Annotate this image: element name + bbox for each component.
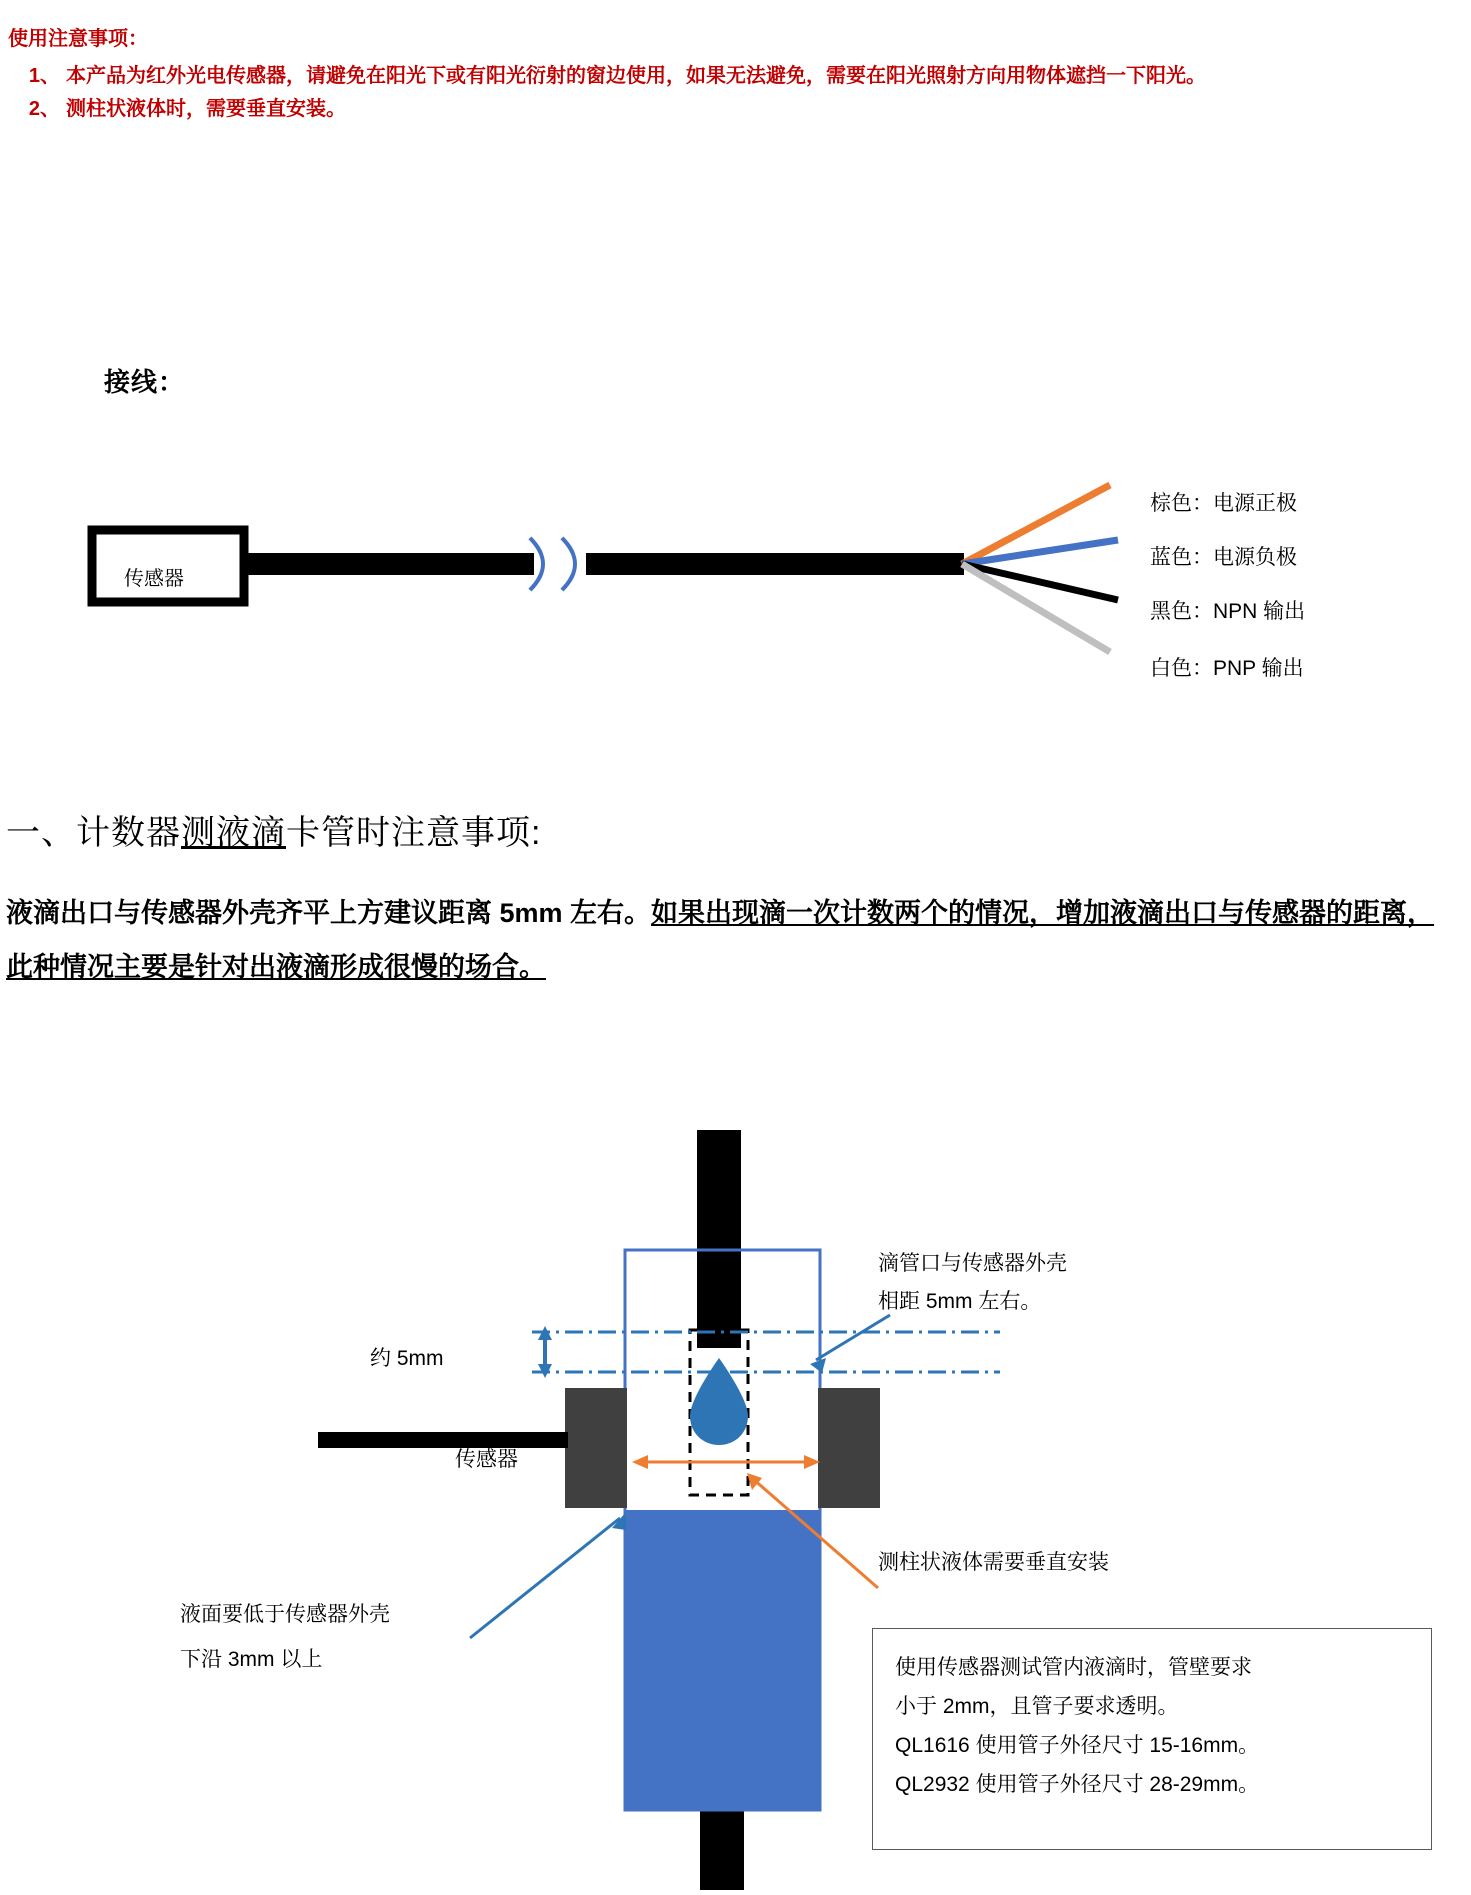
diagram-sensor-label: 传感器 <box>455 1448 518 1471</box>
note-line: 小于 2mm，且管子要求透明。 <box>895 1694 1179 1718</box>
heading-suffix: 卡管时注意事项: <box>286 814 542 852</box>
note-line: QL1616 使用管子外径尺寸 15-16mm。 <box>895 1733 1260 1757</box>
heading-prefix: 一、计数器 <box>6 814 181 852</box>
notice-item-text: 测柱状液体时，需要垂直安装。 <box>66 98 346 120</box>
callout-droplet-distance-line1: 滴管口与传感器外壳 <box>878 1252 1067 1275</box>
paragraph-underlined: 如果出现滴一次计数两个的情况，增加液滴出口与传感器的距离，此种情况主要是针对出液滴形成很慢的场合。 <box>6 898 1435 982</box>
section-one-paragraph <box>6 886 1452 994</box>
note-line: QL2932 使用管子外径尺寸 28-29mm。 <box>895 1772 1260 1796</box>
notice-item-text: 本产品为红外光电传感器，请避免在阳光下或有阳光衍射的窗边使用，如果无法避免，需要在阳光照射方向用物体遮挡一下阳光。 <box>66 65 1206 87</box>
wire-label-white: 白色：PNP 输出 <box>1150 657 1304 680</box>
section-one-heading <box>6 805 541 854</box>
heading-underlined: 测液滴 <box>181 814 286 852</box>
notice-title: 使用注意事项： <box>8 28 148 50</box>
callout-liquid-level-line2: 下沿 3mm 以上 <box>180 1648 323 1671</box>
notice-item-number: 1、 <box>28 65 60 87</box>
tube-requirements-note <box>872 1628 1432 1850</box>
notice-item-number: 2、 <box>28 98 60 120</box>
paragraph-plain: 液滴出口与传感器外壳齐平上方建议距离 5mm 左右。 <box>6 898 652 928</box>
dimension-label-5mm: 约 5mm <box>370 1347 444 1370</box>
wiring-sensor-label: 传感器 <box>124 568 184 590</box>
wire-label-black: 黑色：NPN 输出 <box>1150 600 1306 623</box>
usage-notice <box>8 24 1448 127</box>
notice-item <box>8 94 1448 125</box>
notice-item <box>8 61 1448 92</box>
callout-liquid-level-line1: 液面要低于传感器外壳 <box>180 1603 390 1626</box>
wiring-section-title: 接线： <box>104 367 186 397</box>
wire-label-blue: 蓝色：电源负极 <box>1150 546 1297 569</box>
wire-label-brown: 棕色：电源正极 <box>1150 492 1297 515</box>
callout-droplet-distance-line2: 相距 5mm 左右。 <box>878 1290 1042 1313</box>
note-line: 使用传感器测试管内液滴时，管壁要求 <box>895 1656 1252 1679</box>
callout-vertical-install: 测柱状液体需要垂直安装 <box>878 1551 1109 1574</box>
